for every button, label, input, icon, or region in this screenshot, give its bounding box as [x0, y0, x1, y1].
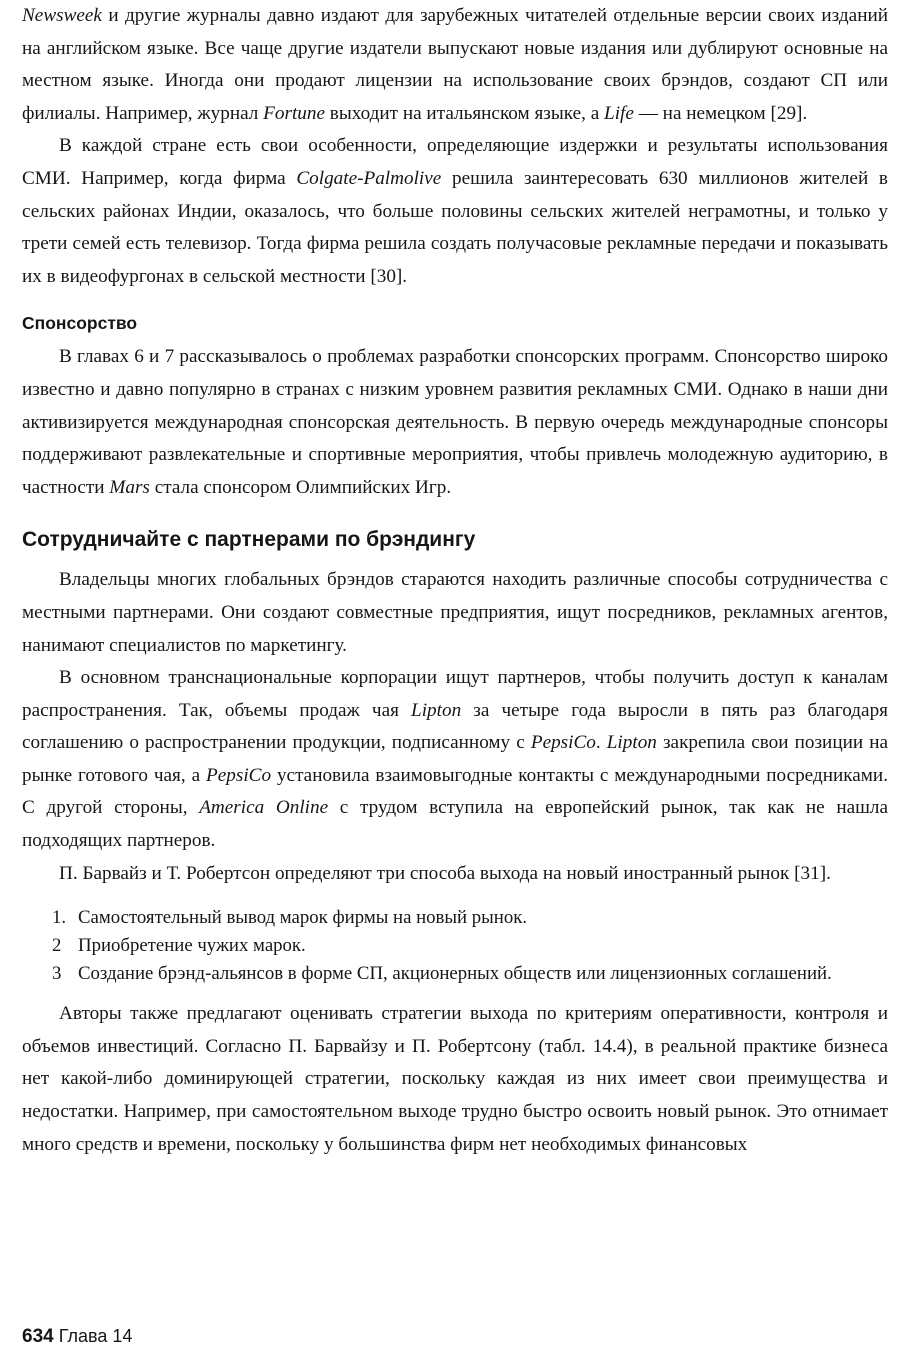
list-item — [52, 960, 888, 988]
paragraph-three-ways: П. Барвайз и Т. Робертсон определяют три способа выхода на новый иностранный рынок [31]. — [59, 862, 831, 884]
page-footer — [22, 1326, 132, 1348]
list-item-number: 2 — [52, 935, 62, 957]
paragraph-newsweek: Newsweek и другие журналы давно издают для зарубежных читателей отдельные версии своих изданий на английском языке. Все чаще другие издатели выпускают новые издания или дублируют основные на местном языке. Иногда они продают лицензии на использование своих брэндов, создают СП или филиалы. Например, журнал Fortune выходит на итальянском языке, а Life — на немецком [29]. — [22, 5, 888, 124]
list-item-text: Создание брэнд-альянсов в форме СП, акционерных обществ или лицензионных соглашений. — [78, 963, 832, 985]
list-item-number: 3 — [52, 963, 62, 985]
paragraph-global-brands: Владельцы многих глобальных брэндов стараются находить различные способы сотрудничества с местными партнерами. Они создают совместные предприятия, ищут посредников, рекламных агентов, нанимают специалистов по маркетингу. — [22, 569, 888, 656]
list-item-number: 1. — [52, 907, 67, 929]
list-item-text: Самостоятельный вывод марок фирмы на новый рынок. — [78, 907, 528, 929]
paragraph-partners: В основном транснациональные корпорации ищут партнеров, чтобы получить доступ к каналам распространения. Так, объемы продаж чая Lipton за четыре года выросли в пять раз благодаря соглашению о распространении продукции, подписанному с PepsiCo. Lipton закрепила свои позиции на рынке готового чая, а PepsiCo установила взаимовыгодные контакты с международными посредниками. С другой стороны, America Online с трудом вступила на европейский рынок, так как не нашла подходящих партнеров. — [22, 667, 888, 852]
page-number: 634 — [22, 1326, 54, 1347]
paragraph-media-costs: В каждой стране есть свои особенности, определяющие издержки и результаты использования СМИ. Например, когда фирма Colgate-Palmolive решила заинтересовать 630 миллионов жителей в сельских районах Индии, оказалось, что больше половины сельских жителей неграмотны, и только у трети семей есть телевизор. Тогда фирма решила создать получасовые рекламные передачи и показывать их в видеофургонах в сельской местности [30]. — [22, 135, 888, 287]
paragraph-strategy-evaluation: Авторы также предлагают оценивать стратегии выхода по критериям оперативности, контроля и объемов инвестиций. Согласно П. Барвайзу и П. Робертсону (табл. 14.4), в реальной практике бизнеса нет какой-либо доминирующей стратегии, поскольку каждая из них имеет свои преимущества и недостатки. Например, при самостоятельном выходе трудно быстро освоить новый рынок. Это отнимает много средств и времени, поскольку у большинства фирм нет необходимых финансовых — [22, 1003, 888, 1155]
list-item — [52, 904, 888, 932]
paragraph-sponsorship: В главах 6 и 7 рассказывалось о проблемах разработки спонсорских программ. Спонсорство широко известно и давно популярно в странах с низким уровнем развития рекламных СМИ. Однако в наши дни активизируется международная спонсорская деятельность. В первую очередь международные спонсоры поддерживают развлекательные и спортивные мероприятия, чтобы привлечь молодежную аудиторию, в частности Mars стала спонсором Олимпийских Игр. — [22, 346, 888, 498]
entry-strategies-list — [22, 904, 888, 988]
list-item-text: Приобретение чужих марок. — [78, 935, 306, 957]
chapter-label: Глава 14 — [58, 1326, 133, 1346]
list-item — [52, 932, 888, 960]
subheading-sponsorship: Спонсорство — [22, 313, 138, 334]
section-heading: Сотрудничайте с партнерами по брэндингу — [22, 528, 476, 552]
